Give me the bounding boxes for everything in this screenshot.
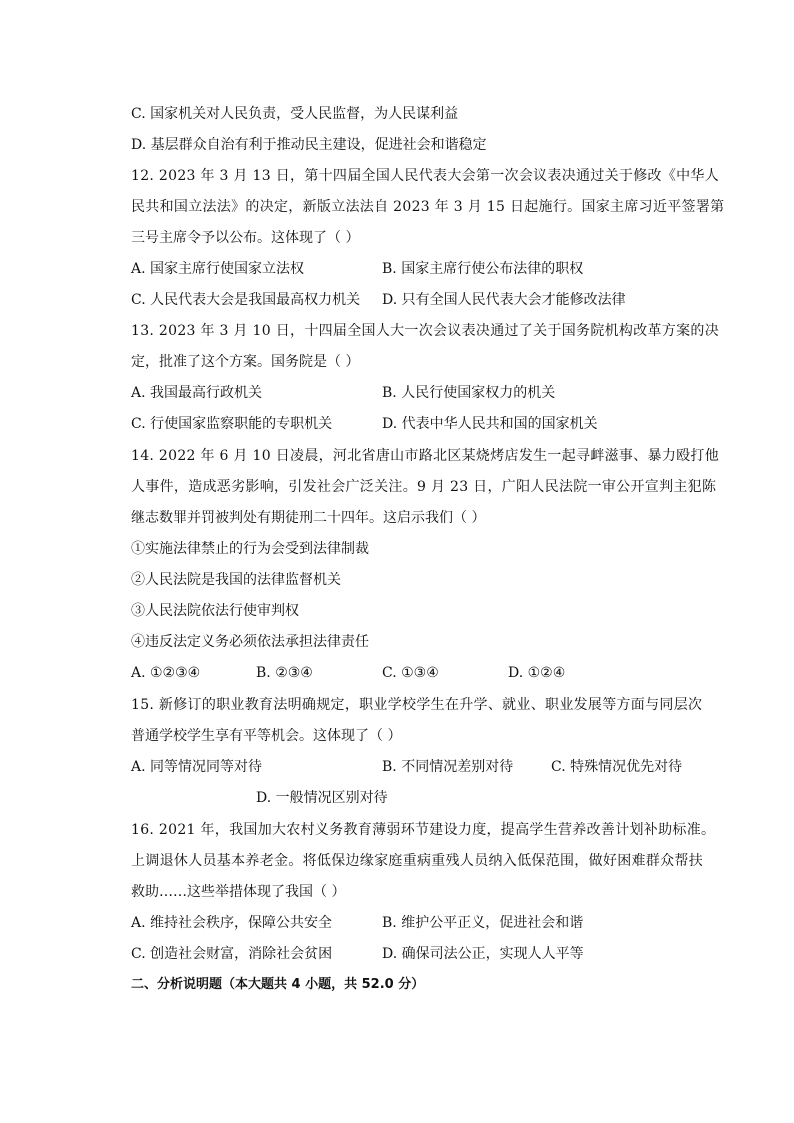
q16-option-d: D. 确保司法公正，实现人人平等 (382, 946, 584, 962)
q16-option-b: B. 维护公平正义，促进社会和谐 (382, 915, 584, 931)
q13-stem-line2: 定，批准了这个方案。国务院是（ ） (131, 354, 360, 370)
q12-option-c: C. 人民代表大会是我国最高权力机关 (131, 292, 361, 308)
q12-option-d: D. 只有全国人民代表大会才能修改法律 (382, 292, 626, 308)
q16-option-c: C. 创造社会财富，消除社会贫困 (131, 946, 333, 962)
q15-option-a: A. 同等情况同等对待 (131, 759, 263, 775)
q15-stem-line1: 15. 新修订的职业教育法明确规定，职业学校学生在升学、就业、职业发展等方面与同层次 (131, 697, 703, 713)
q14-option-c: C. ①③④ (382, 665, 439, 681)
q14-option-d: D. ①②④ (508, 665, 566, 681)
q11-option-c: C. 国家机关对人民负责，受人民监督，为人民谋利益 (131, 106, 459, 122)
q14-stem-line2: 人事件，造成恶劣影响，引发社会广泛关注。9 月 23 日，广阳人民法院一审公开宣判主犯陈 (131, 479, 717, 495)
q16-stem-line2: 上调退休人员基本养老金。将低保边缘家庭重病重残人员纳入低保范围，做好困难群众帮扶 (131, 853, 703, 869)
q13-option-c: C. 行使国家监察职能的专职机关 (131, 416, 333, 432)
q12-stem-line3: 三号主席令予以公布。这体现了（ ） (131, 230, 360, 246)
q14-stem-line1: 14. 2022 年 6 月 10 日凌晨，河北省唐山市路北区某烧烤店发生一起寻衅滋事、暴力殴打他 (131, 448, 720, 464)
q15-option-c: C. 特殊情况优先对待 (551, 759, 683, 775)
q14-option-a: A. ①②③④ (131, 665, 201, 681)
q16-stem-line1: 16. 2021 年，我国加大农村义务教育薄弱环节建设力度，提高学生营养改善计划补助标准。 (131, 822, 716, 838)
q14-statement-3: ③人民法院依法行使审判权 (131, 603, 299, 619)
q12-stem-line2: 民共和国立法法》的决定，新版立法法自 2023 年 3 月 15 日起施行。国家主席习近平签署第 (131, 199, 725, 215)
q14-stem-line3: 继志数罪并罚被判处有期徒刑二十四年。这启示我们（ ） (131, 510, 486, 526)
q12-stem-line1: 12. 2023 年 3 月 13 日，第十四届全国人民代表大会第一次会议表决通过关于修改《中华人 (131, 168, 720, 184)
q11-option-d: D. 基层群众自治有利于推动民主建设，促进社会和谐稳定 (131, 137, 487, 153)
q12-option-a: A. 国家主席行使国家立法权 (131, 261, 305, 277)
q12-option-b: B. 国家主席行使公布法律的职权 (382, 261, 584, 277)
q15-option-d: D. 一般情况区别对待 (256, 790, 388, 806)
section-2-heading: 二、分析说明题（本大题共 4 小题，共 52.0 分） (131, 977, 425, 992)
q13-option-a: A. 我国最高行政机关 (131, 385, 263, 401)
q13-stem-line1: 13. 2023 年 3 月 10 日，十四届全国人大一次会议表决通过了关于国务院机构改革方案的决 (131, 323, 720, 339)
q16-option-a: A. 维持社会秩序，保障公共安全 (131, 915, 333, 931)
q14-option-b: B. ②③④ (256, 665, 313, 681)
q14-statement-2: ②人民法院是我国的法律监督机关 (131, 572, 341, 588)
q13-option-b: B. 人民行使国家权力的机关 (382, 385, 556, 401)
q15-stem-line2: 普通学校学生享有平等机会。这体现了（ ） (131, 728, 402, 744)
q14-statement-4: ④违反法定义务必须依法承担法律责任 (131, 634, 369, 650)
q16-stem-line3: 救助……这些举措体现了我国（ ） (131, 884, 346, 900)
q13-option-d: D. 代表中华人民共和国的国家机关 (382, 416, 598, 432)
q15-option-b: B. 不同情况差别对待 (382, 759, 514, 775)
q14-statement-1: ①实施法律禁止的行为会受到法律制裁 (131, 541, 369, 557)
